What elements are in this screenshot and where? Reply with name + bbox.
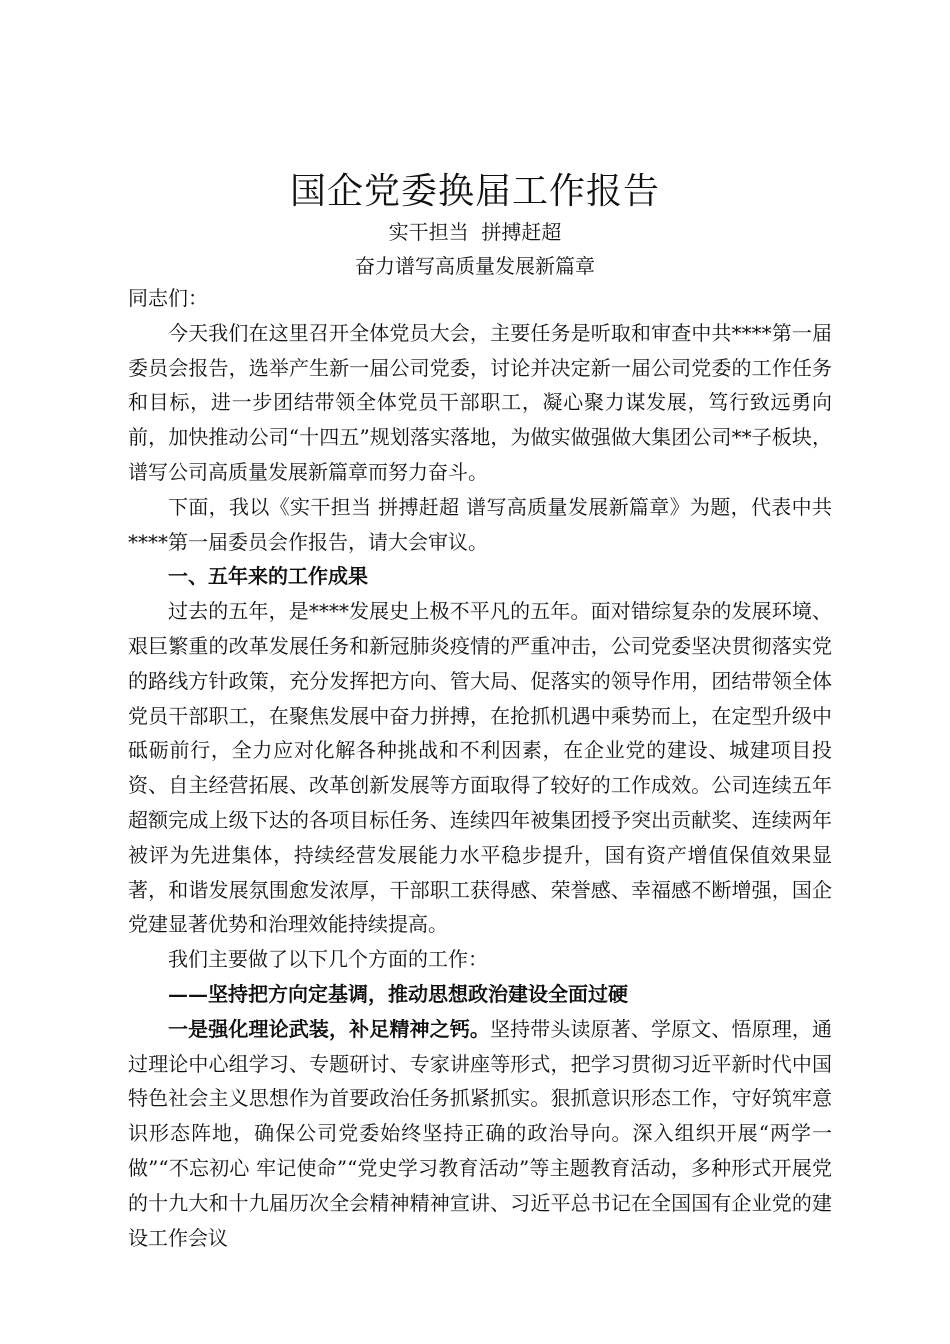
paragraph-lead-phrase: 一是强化理论武装，补足精神之钙。 [168, 1016, 490, 1041]
subheading-political-direction: ——坚持把方向定基调，推动思想政治建设全面过硬 [168, 981, 628, 1006]
greeting: 同志们： [128, 286, 208, 310]
paragraph-theory-text: 坚持带头读原著、学原文、悟原理，通过理论中心组学习、专题研讨、专家讲座等形式，把学习贯彻习近平新时代中国特色社会主义思想作为首要政治任务抓紧抓实。狠抓意识形态工作，守好筑牢意识形态阵地，确保公司党委始终坚持正确的政治导向。深入组织开展“两学一做”“不忘初心 牢记使命”“党史学习教育活动”等主题教育活动，多种形式开展党的十九大和十九届历次全会精神精神宣讲、习近平总书记在全国国有企业党的建设工作会议 [128, 1016, 832, 1250]
document-subtitle-line1: 实干担当 拼搏赶超 [388, 220, 562, 244]
paragraph-work-intro: 我们主要做了以下几个方面的工作： [168, 947, 488, 972]
paragraph-theory-armament [128, 1012, 832, 1256]
paragraph-five-years-review: 过去的五年，是****发展史上极不平凡的五年。面对错综复杂的发展环境、艰巨繁重的改革发展任务和新冠肺炎疫情的严重冲击，公司党委坚决贯彻落实党的路线方针政策，充分发挥把方向、管大局、促落实的领导作用，团结带领全体党员干部职工，在聚焦发展中奋力拼搏，在抢抓机遇中乘势而上，在定型升级中砥砺前行，全力应对化解各种挑战和不利因素，在企业党的建设、城建项目投资、自主经营拓展、改革创新发展等方面取得了较好的工作成效。公司连续五年超额完成上级下达的各项目标任务、连续四年被集团授予突出贡献奖、连续两年被评为先进集体，持续经营发展能力水平稳步提升，国有资产增值保值效果显著，和谐发展氛围愈发浓厚，干部职工获得感、荣誉感、幸福感不断增强，国企党建显著优势和治理效能持续提高。 [128, 599, 832, 937]
document-title: 国企党委换届工作报告 [289, 171, 660, 212]
document-subtitle-line2: 奋力谱写高质量发展新篇章 [355, 254, 595, 278]
document-body [128, 281, 832, 1255]
paragraph-opening: 今天我们在这里召开全体党员大会，主要任务是听取和审查中共****第一届委员会报告，选举产生新一届公司党委，讨论并决定新一届公司党委的工作任务和目标，进一步团结带领全体党员干部职工，凝心聚力谋发展，笃行致远勇向前，加快推动公司“十四五”规划落实落地，为做实做强做大集团公司**子板块，谱写公司高质量发展新篇章而努力奋斗。 [128, 320, 832, 484]
paragraph-report-topic: 下面，我以《实干担当 拼搏赶超 谱写高质量发展新篇章》为题，代表中共****第一届委员会作报告，请大会审议。 [128, 494, 832, 554]
section-heading-achievements: 一、五年来的工作成果 [168, 564, 368, 589]
